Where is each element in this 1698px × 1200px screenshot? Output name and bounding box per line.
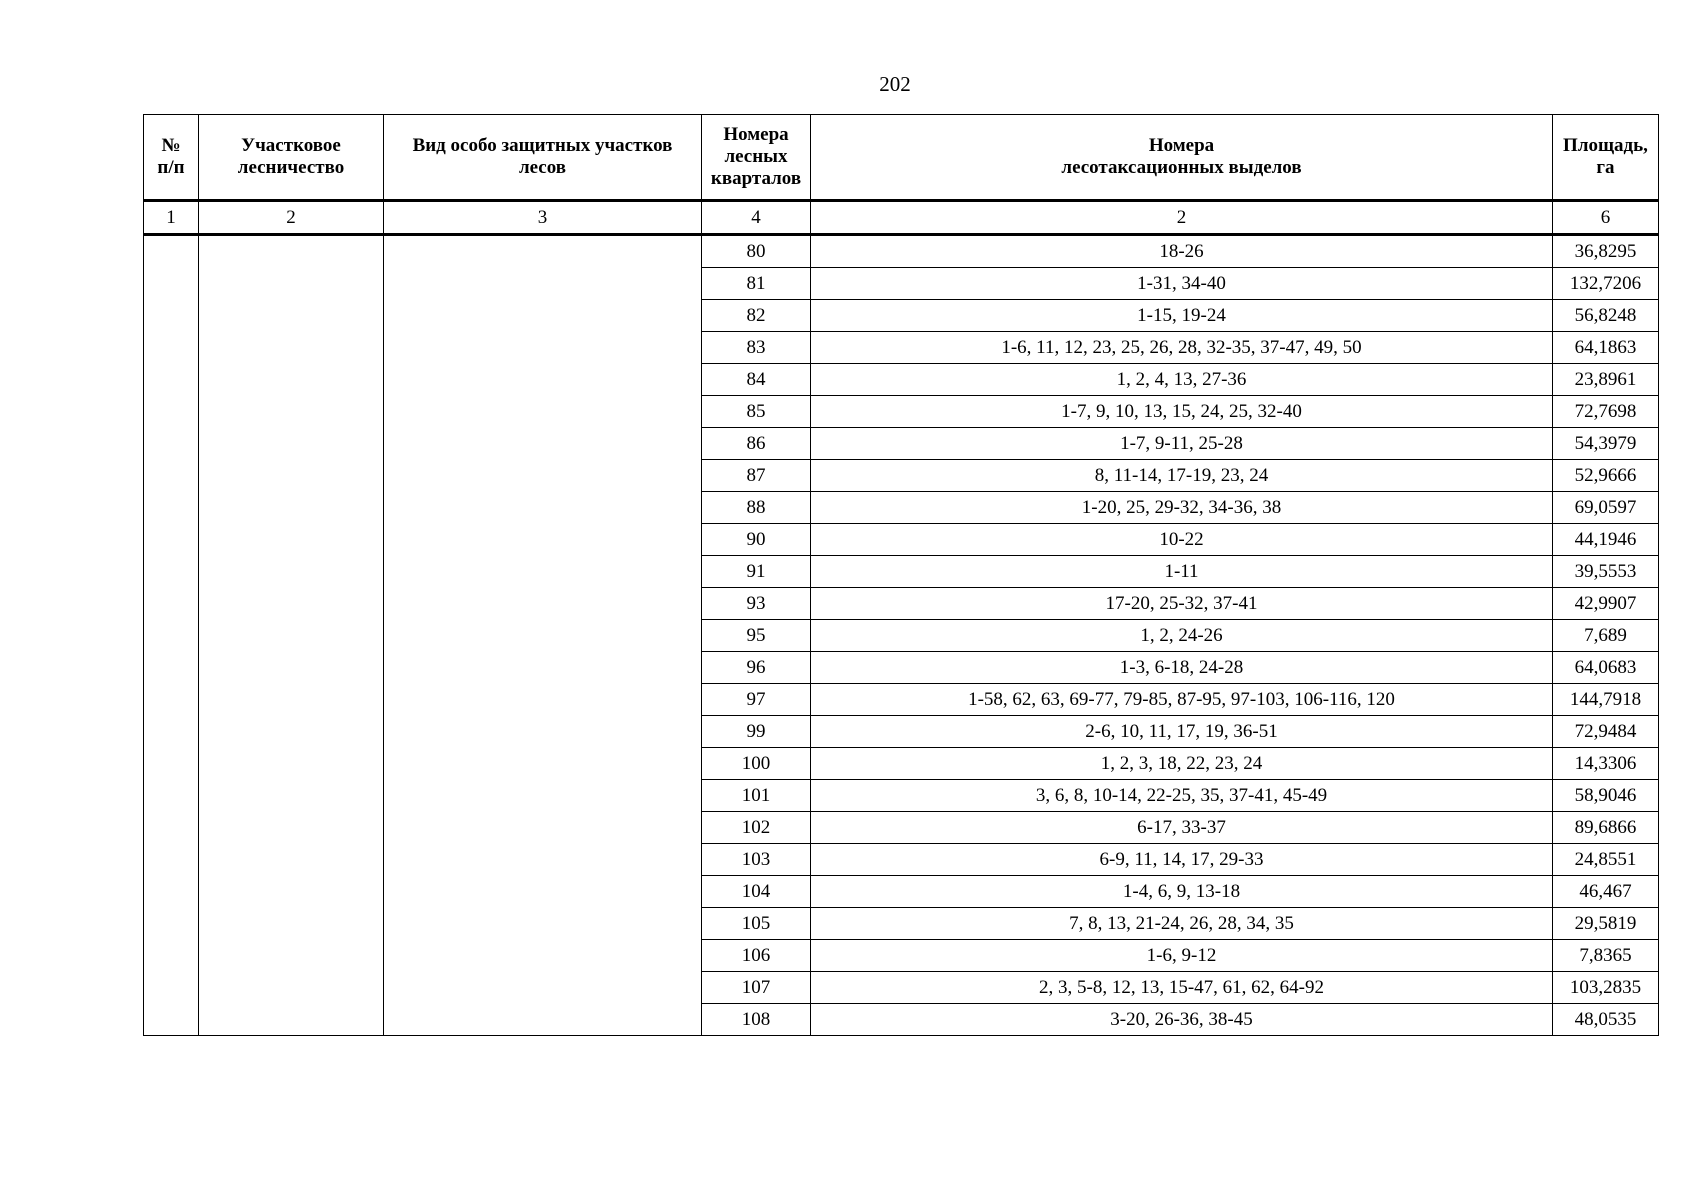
- area-cell: 72,9484: [1553, 716, 1659, 748]
- plot-numbers-cell: 1-7, 9-11, 25-28: [811, 428, 1553, 460]
- table-row: [144, 235, 1659, 268]
- quarter-number-cell: 103: [702, 844, 811, 876]
- header-quarter-numbers: [702, 115, 811, 201]
- quarter-number-cell: 97: [702, 684, 811, 716]
- table-header-row: [144, 115, 1659, 201]
- page-number: 202: [879, 72, 911, 96]
- area-cell: 64,0683: [1553, 652, 1659, 684]
- quarter-number-cell: 95: [702, 620, 811, 652]
- plot-numbers-cell: 1-4, 6, 9, 13-18: [811, 876, 1553, 908]
- quarter-number-cell: 104: [702, 876, 811, 908]
- area-cell: 69,0597: [1553, 492, 1659, 524]
- plot-numbers-cell: 6-17, 33-37: [811, 812, 1553, 844]
- quarter-number-cell: 81: [702, 268, 811, 300]
- plot-numbers-cell: 1-7, 9, 10, 13, 15, 24, 25, 32-40: [811, 396, 1553, 428]
- header-protected-area-type: [384, 115, 702, 201]
- quarter-number-cell: 82: [702, 300, 811, 332]
- header-area-line-1: Площадь,: [1563, 135, 1648, 156]
- header-row-number-line-1: №: [161, 135, 181, 156]
- area-cell: 42,9907: [1553, 588, 1659, 620]
- quarter-number-cell: 83: [702, 332, 811, 364]
- plot-numbers-cell: 1-6, 9-12: [811, 940, 1553, 972]
- area-cell: 89,6866: [1553, 812, 1659, 844]
- quarter-number-cell: 99: [702, 716, 811, 748]
- plot-numbers-cell: 2-6, 10, 11, 17, 19, 36-51: [811, 716, 1553, 748]
- header-protected-area-type-line-2: лесов: [518, 157, 567, 178]
- header-quarter-numbers-line-1: Номера: [723, 124, 789, 145]
- plot-numbers-cell: 18-26: [811, 235, 1553, 268]
- header-area-line-2: га: [1596, 157, 1615, 178]
- plot-numbers-cell: 1, 2, 24-26: [811, 620, 1553, 652]
- header-forestry-district-line-1: Участковое: [241, 135, 341, 156]
- merged-cell-forestry-district: [199, 235, 384, 1036]
- plot-numbers-cell: 1, 2, 4, 13, 27-36: [811, 364, 1553, 396]
- column-number: 4: [702, 201, 811, 235]
- header-protected-area-type-line-1: Вид особо защитных участков: [412, 135, 673, 156]
- forest-plots-table: [143, 114, 1659, 1036]
- header-forestry-district-line-2: лесничество: [237, 157, 345, 178]
- merged-cell-protected-area-type: [384, 235, 702, 1036]
- column-number: 6: [1553, 201, 1659, 235]
- area-cell: 54,3979: [1553, 428, 1659, 460]
- quarter-number-cell: 91: [702, 556, 811, 588]
- area-cell: 39,5553: [1553, 556, 1659, 588]
- quarter-number-cell: 90: [702, 524, 811, 556]
- plot-numbers-cell: 10-22: [811, 524, 1553, 556]
- area-cell: 64,1863: [1553, 332, 1659, 364]
- area-cell: 48,0535: [1553, 1004, 1659, 1036]
- quarter-number-cell: 107: [702, 972, 811, 1004]
- quarter-number-cell: 87: [702, 460, 811, 492]
- header-plot-numbers: [811, 115, 1553, 201]
- quarter-number-cell: 80: [702, 235, 811, 268]
- area-cell: 103,2835: [1553, 972, 1659, 1004]
- quarter-number-cell: 100: [702, 748, 811, 780]
- quarter-number-cell: 106: [702, 940, 811, 972]
- column-number: 2: [811, 201, 1553, 235]
- plot-numbers-cell: 1-15, 19-24: [811, 300, 1553, 332]
- header-plot-numbers-line-1: Номера: [1148, 135, 1215, 156]
- quarter-number-cell: 108: [702, 1004, 811, 1036]
- plot-numbers-cell: 8, 11-14, 17-19, 23, 24: [811, 460, 1553, 492]
- column-number-row: [144, 201, 1659, 235]
- header-quarter-numbers-line-2: лесных: [724, 146, 788, 167]
- area-cell: 46,467: [1553, 876, 1659, 908]
- quarter-number-cell: 93: [702, 588, 811, 620]
- plot-numbers-cell: 1, 2, 3, 18, 22, 23, 24: [811, 748, 1553, 780]
- quarter-number-cell: 84: [702, 364, 811, 396]
- header-quarter-numbers-line-3: кварталов: [710, 168, 802, 189]
- plot-numbers-cell: 1-31, 34-40: [811, 268, 1553, 300]
- plot-numbers-cell: 1-6, 11, 12, 23, 25, 26, 28, 32-35, 37-47, 49, 50: [811, 332, 1553, 364]
- plot-numbers-cell: 6-9, 11, 14, 17, 29-33: [811, 844, 1553, 876]
- plot-numbers-cell: 3, 6, 8, 10-14, 22-25, 35, 37-41, 45-49: [811, 780, 1553, 812]
- quarter-number-cell: 102: [702, 812, 811, 844]
- quarter-number-cell: 105: [702, 908, 811, 940]
- plot-numbers-cell: 17-20, 25-32, 37-41: [811, 588, 1553, 620]
- area-cell: 72,7698: [1553, 396, 1659, 428]
- header-area: [1553, 115, 1659, 201]
- table-body: [144, 235, 1659, 1036]
- area-cell: 29,5819: [1553, 908, 1659, 940]
- plot-numbers-cell: 7, 8, 13, 21-24, 26, 28, 34, 35: [811, 908, 1553, 940]
- area-cell: 58,9046: [1553, 780, 1659, 812]
- area-cell: 7,8365: [1553, 940, 1659, 972]
- header-plot-numbers-line-2: лесотаксационных выделов: [1061, 157, 1302, 178]
- area-cell: 7,689: [1553, 620, 1659, 652]
- plot-numbers-cell: 2, 3, 5-8, 12, 13, 15-47, 61, 62, 64-92: [811, 972, 1553, 1004]
- area-cell: 23,8961: [1553, 364, 1659, 396]
- plot-numbers-cell: 1-58, 62, 63, 69-77, 79-85, 87-95, 97-103, 106-116, 120: [811, 684, 1553, 716]
- area-cell: 56,8248: [1553, 300, 1659, 332]
- column-number: 2: [199, 201, 384, 235]
- header-row-number: [144, 115, 199, 201]
- area-cell: 24,8551: [1553, 844, 1659, 876]
- area-cell: 132,7206: [1553, 268, 1659, 300]
- area-cell: 36,8295: [1553, 235, 1659, 268]
- plot-numbers-cell: 1-11: [811, 556, 1553, 588]
- header-forestry-district: [199, 115, 384, 201]
- column-number: 3: [384, 201, 702, 235]
- area-cell: 14,3306: [1553, 748, 1659, 780]
- quarter-number-cell: 96: [702, 652, 811, 684]
- header-row-number-line-2: п/п: [157, 157, 185, 178]
- plot-numbers-cell: 1-3, 6-18, 24-28: [811, 652, 1553, 684]
- quarter-number-cell: 85: [702, 396, 811, 428]
- quarter-number-cell: 101: [702, 780, 811, 812]
- quarter-number-cell: 88: [702, 492, 811, 524]
- plot-numbers-cell: 3-20, 26-36, 38-45: [811, 1004, 1553, 1036]
- area-cell: 44,1946: [1553, 524, 1659, 556]
- area-cell: 144,7918: [1553, 684, 1659, 716]
- plot-numbers-cell: 1-20, 25, 29-32, 34-36, 38: [811, 492, 1553, 524]
- quarter-number-cell: 86: [702, 428, 811, 460]
- area-cell: 52,9666: [1553, 460, 1659, 492]
- merged-cell-row-number: [144, 235, 199, 1036]
- column-number: 1: [144, 201, 199, 235]
